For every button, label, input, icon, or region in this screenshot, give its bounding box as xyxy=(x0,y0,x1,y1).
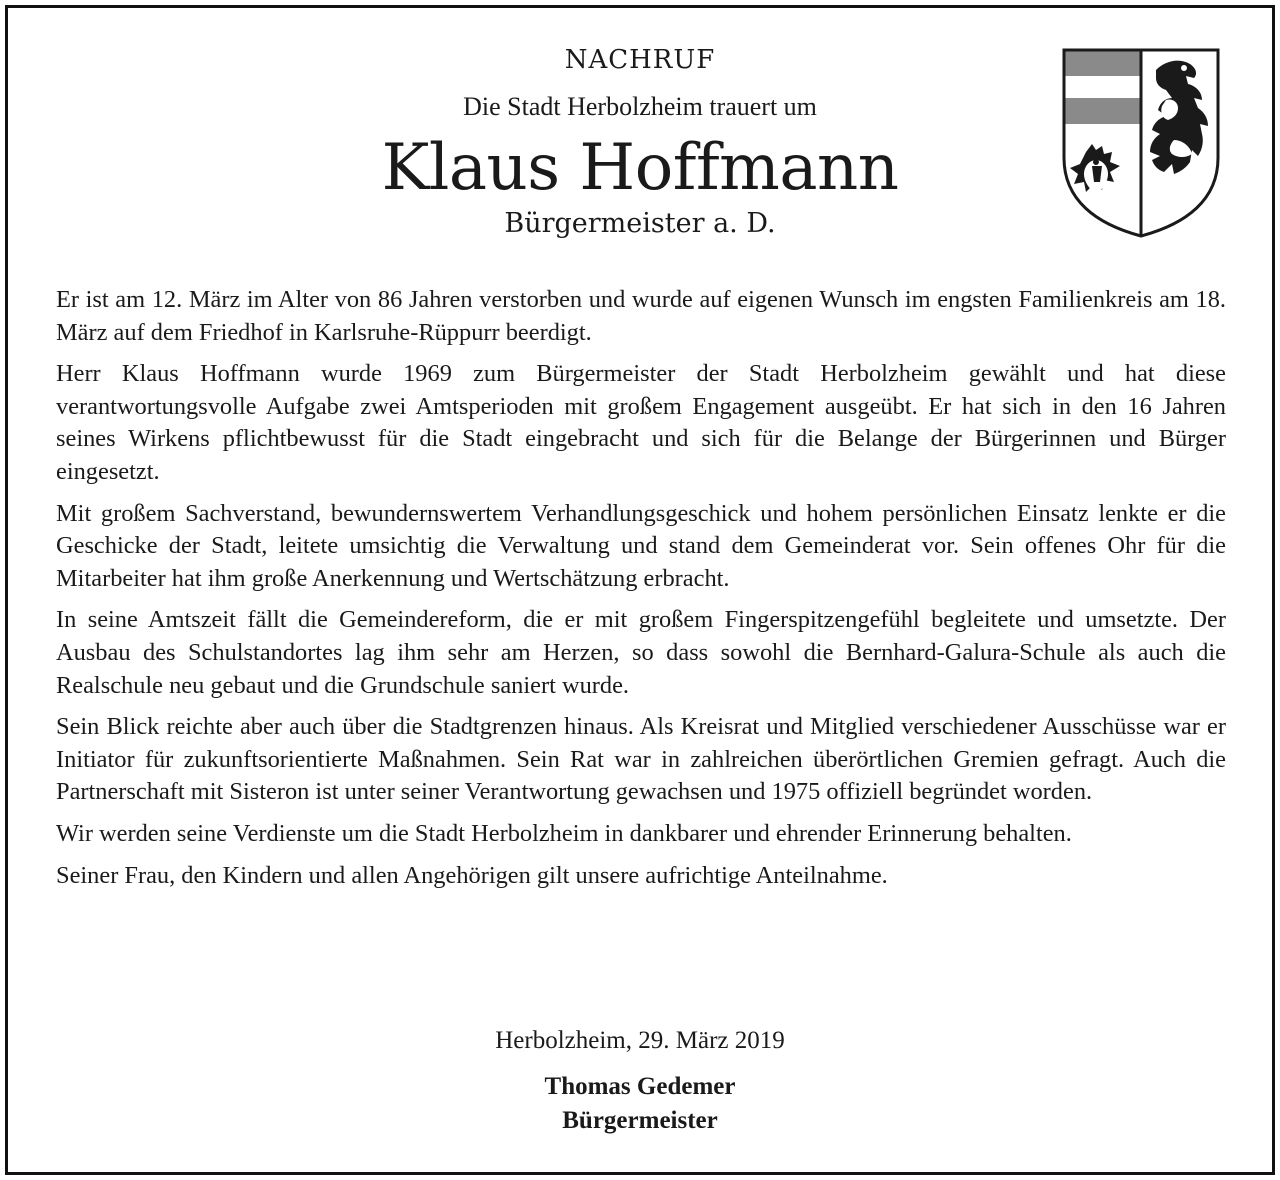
paragraph-leadership: Mit großem Sachverstand, bewundernswertem Verhandlungsgeschick und hohem persönlichen Einsatz lenkte er die Geschicke der Stadt, leitete umsichtig die Verwaltung und stand dem Gemeinderat vor. Sein offenes Ohr für die Mitarbeiter hat ihm große Anerkennung und Wertschätzung erbracht. xyxy=(56,499,1226,592)
signer-role: Bürgermeister xyxy=(562,1107,718,1134)
place-date: Herbolzheim, 29. März 2019 xyxy=(495,1027,785,1054)
obituary-header xyxy=(0,42,1280,244)
deceased-role: Bürgermeister a. D. xyxy=(504,208,776,239)
obituary-body xyxy=(56,284,1226,901)
paragraph-condolences: Seiner Frau, den Kindern und allen Angehörigen gilt unsere aufrichtige Anteilnahme. xyxy=(56,861,888,889)
obituary-intro: Die Stadt Herbolzheim trauert um xyxy=(463,92,817,121)
deceased-name: Klaus Hoffmann xyxy=(381,131,899,205)
signer-name: Thomas Gedemer xyxy=(544,1073,736,1100)
paragraph-remembrance: Wir werden seine Verdienste um die Stadt Herbolzheim in dankbarer und ehrender Erinnerung behalten. xyxy=(56,819,1072,847)
paragraph-death-notice: Er ist am 12. März im Alter von 86 Jahren verstorben und wurde auf eigenen Wunsch im engsten Familienkreis am 18. März auf dem Friedhof in Karlsruhe-Rüppurr beerdigt. xyxy=(56,286,1226,346)
obituary-kicker: NACHRUF xyxy=(564,45,716,75)
paragraph-reforms: In seine Amtszeit fällt die Gemeindereform, die er mit großem Fingerspitzengefühl begleitete und umsetzte. Der Ausbau des Schulstandortes lag ihm sehr am Herzen, so dass sowohl die Bernhard-Galura-Schule als auch die Realschule neu gebaut und die Grundschule saniert wurde. xyxy=(56,606,1226,699)
obituary-footer xyxy=(0,1024,1280,1138)
paragraph-election: Herr Klaus Hoffmann wurde 1969 zum Bürgermeister der Stadt Herbolzheim gewählt und hat diese verantwortungsvolle Aufgabe zwei Amtsperioden mit großem Engagement ausgeübt. Er hat sich in den 16 Jahren seines Wirkens pflichtbewusst für die Stadt eingebracht und sich für die Belange der Bürgerinnen und Bürger eingesetzt. xyxy=(56,360,1226,485)
paragraph-regional-work: Sein Blick reichte aber auch über die Stadtgrenzen hinaus. Als Kreisrat und Mitglied verschiedener Ausschüsse war er Initiator für zukunftsorientierte Maßnahmen. Sein Rat war in zahlreichen überörtlichen Gremien gefragt. Auch die Partnerschaft mit Sisteron ist unter seiner Verantwortung gewachsen und 1975 offiziell begründet worden. xyxy=(56,713,1226,806)
